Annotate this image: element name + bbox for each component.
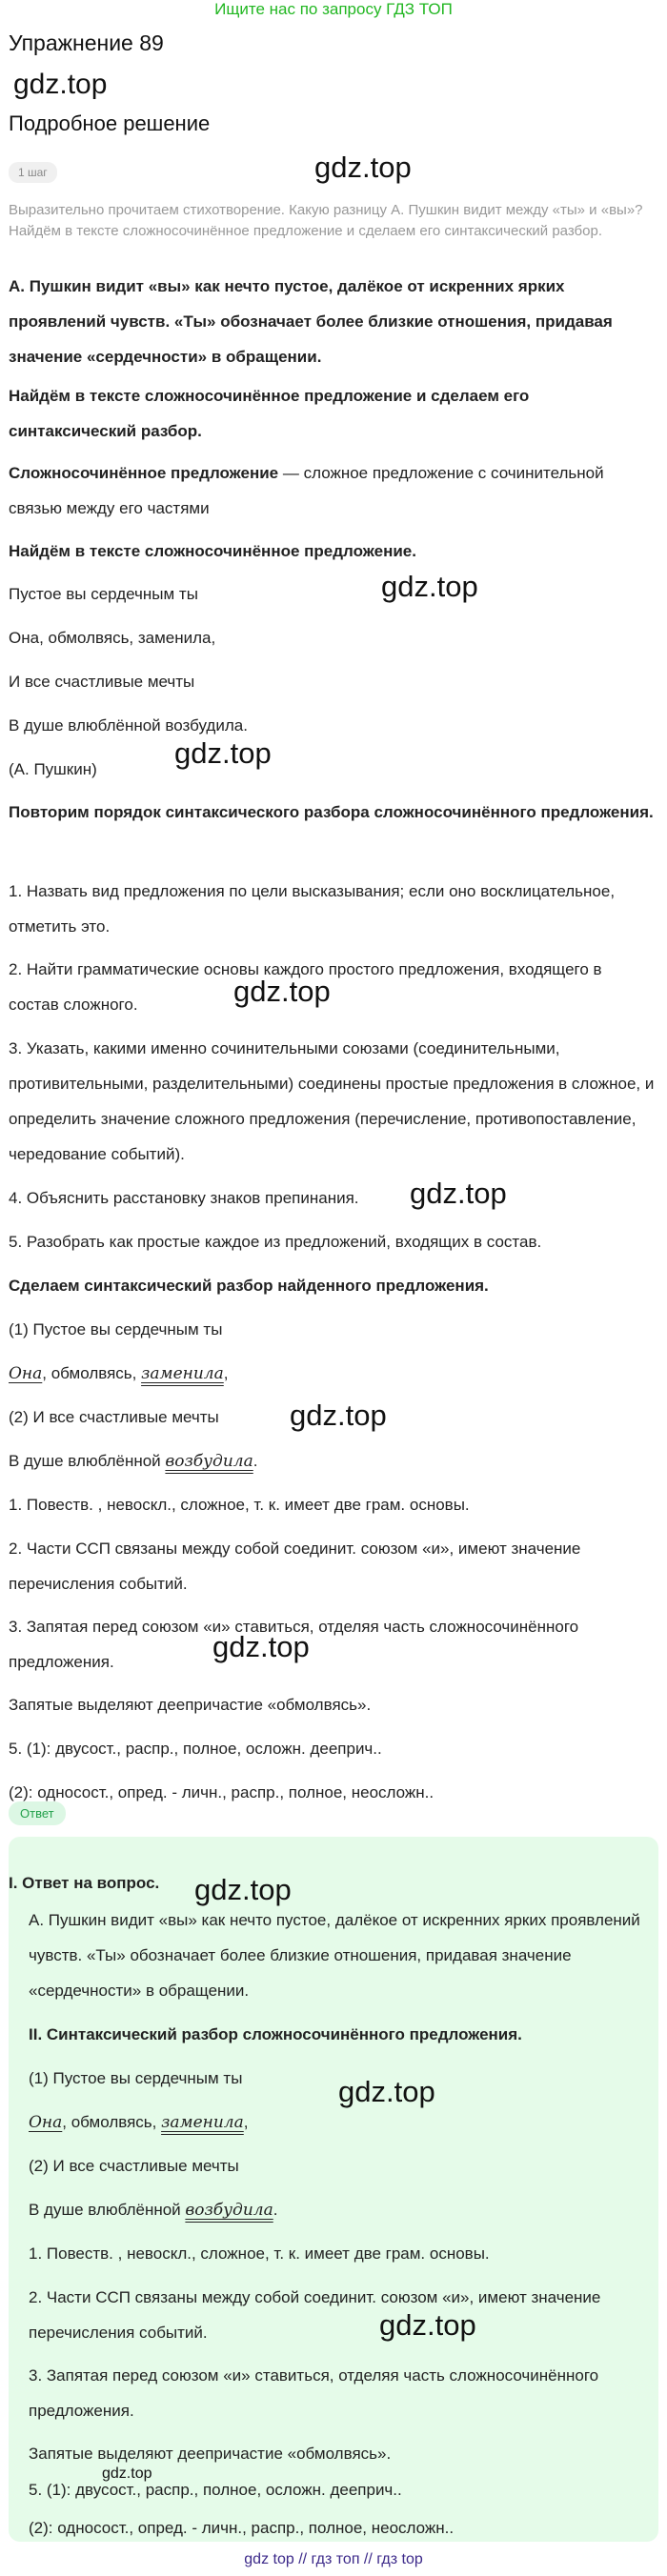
answer-paragraph: А. Пушкин видит «вы» как нечто пустое, далёкое от искренних ярких проявлений чувств. «Ты» обозначает более близкие отношения, придавая значение «сердечности» в обращении. <box>29 1911 640 2000</box>
poem-line: В душе влюблённой возбудила. <box>9 716 248 735</box>
poem-author: (А. Пушкин) <box>9 760 97 778</box>
predicate-underlined: возбудила <box>165 1452 253 1471</box>
sentence-part <box>9 1443 657 1479</box>
order-step: 3. Указать, какими именно сочинительными союзами (соединительными, противительными, разделительными) соединены простые предложения в сложное, и определить значение сложного предложения (перечисление, противопоставление, чередование событий). <box>9 1039 655 1163</box>
parse-result: (2): односост., опред. - личн., распр., полное, неосложн.. <box>29 2519 455 2537</box>
watermark: gdz.top <box>102 2465 152 2482</box>
parse-result: 3. Запятая перед союзом «и» ставиться, отделяя часть сложносочинённого предложения. <box>29 2366 599 2420</box>
sentence-part <box>9 1356 657 1392</box>
watermark: gdz.top <box>381 570 478 603</box>
answer-paragraph: А. Пушкин видит «вы» как нечто пустое, далёкое от искренних ярких проявлений чувств. «Ты» обозначает более близкие отношения, придавая значение «сердечности» в обращении. <box>9 277 613 366</box>
watermark: gdz.top <box>410 1177 507 1210</box>
search-hint-link[interactable]: Ищите нас по запросу ГДЗ ТОП <box>214 0 453 18</box>
poem-line: Она, обмолвясь, заменила, <box>9 629 216 647</box>
parse-result: 2. Части ССП связаны между собой соединит. союзом «и», имеют значение перечисления событий. <box>29 2288 601 2342</box>
answer-heading: I. Ответ на вопрос. <box>9 1874 160 1892</box>
predicate-underlined: заменила <box>161 2113 244 2132</box>
poem-line: Пустое вы сердечным ты <box>9 585 198 603</box>
order-step: 4. Объяснить расстановку знаков препинания. <box>9 1189 359 1207</box>
definition-term: Сложносочинённое предложение <box>9 464 279 482</box>
watermark: gdz.top <box>290 1399 387 1432</box>
sentence-text: , обмолвясь, <box>42 1364 142 1382</box>
predicate-underlined: возбудила <box>185 2201 273 2220</box>
parse-result: 2. Части ССП связаны между собой соединит. союзом «и», имеют значение перечисления событий. <box>9 1540 581 1593</box>
step-badge: 1 шаг <box>9 162 57 183</box>
sentence-text: , <box>223 1364 229 1382</box>
exercise-title: Упражнение 89 <box>9 30 164 55</box>
sentence-text: . <box>273 2201 278 2219</box>
watermark: gdz.top <box>233 975 331 1008</box>
sentence-text: В душе влюблённой <box>9 1452 166 1470</box>
answer-badge: Ответ <box>9 1801 66 1825</box>
watermark: gdz.top <box>212 1630 310 1663</box>
order-step: 1. Назвать вид предложения по цели высказывания; если оно восклицательное, отметить это. <box>9 882 616 936</box>
watermark: gdz.top <box>314 151 412 184</box>
sentence-part: (2) И все счастливые мечты <box>9 1408 219 1426</box>
sentence-part <box>29 2104 648 2141</box>
instruction-paragraph: Найдём в тексте сложносочинённое предложение и сделаем его синтаксический разбор. <box>9 387 530 440</box>
sentence-part: (1) Пустое вы сердечным ты <box>29 2069 243 2087</box>
watermark: gdz.top <box>174 736 272 770</box>
bottom-links[interactable]: gdz top // гдз топ // гдз top <box>244 2551 423 2567</box>
definition-text: — сложное предложение с сочинительной связью между его частями <box>9 464 604 517</box>
order-step: 2. Найти грамматические основы каждого простого предложения, входящего в состав сложного. <box>9 960 602 1014</box>
subject-underlined: Она <box>29 2113 63 2132</box>
poem-line: И все счастливые мечты <box>9 673 195 691</box>
sentence-text: , <box>243 2113 249 2131</box>
solution-title: Подробное решение <box>9 111 211 135</box>
order-step: 5. Разобрать как простые каждое из предложений, входящих в состав. <box>9 1233 542 1251</box>
parse-result: 3. Запятая перед союзом «и» ставиться, отделяя часть сложносочинённого предложения. <box>9 1618 579 1671</box>
sentence-text: В душе влюблённой <box>29 2201 186 2219</box>
subject-underlined: Она <box>9 1364 43 1383</box>
section-heading: Повторим порядок синтаксического разбора сложносочинённого предложения. <box>9 803 654 821</box>
watermark: gdz.top <box>194 1873 292 1906</box>
watermark: gdz.top <box>379 2308 476 2342</box>
parse-result: Запятые выделяют деепричастие «обмолвясь». <box>9 1696 372 1714</box>
parse-result: Запятые выделяют деепричастие «обмолвясь». <box>29 2445 392 2463</box>
parse-result: (2): односост., опред. - личн., распр., полное, неосложн.. <box>9 1783 435 1801</box>
task-description: Выразительно прочитаем стихотворение. Какую разницу А. Пушкин видит между «ты» и «вы»? Найдём в тексте сложносочинённое предложение и сделаем его синтаксический разбор. <box>9 202 643 239</box>
answer-heading: II. Синтаксический разбор сложносочинённого предложения. <box>29 2025 522 2043</box>
parse-result: 5. (1): двусост., распр., полное, осложн. дееприч.. <box>9 1740 382 1758</box>
watermark: gdz.top <box>338 2075 435 2108</box>
instruction-paragraph: Найдём в тексте сложносочинённое предложение. <box>9 542 416 560</box>
definition-paragraph <box>9 455 657 526</box>
predicate-underlined: заменила <box>141 1364 224 1383</box>
sentence-text: , обмолвясь, <box>62 2113 162 2131</box>
sentence-part <box>29 2192 648 2228</box>
site-logo[interactable]: gdz.top <box>13 69 108 100</box>
parse-result: 1. Повеств. , невоскл., сложное, т. к. имеет две грам. основы. <box>9 1496 470 1514</box>
parse-result: 1. Повеств. , невоскл., сложное, т. к. имеет две грам. основы. <box>29 2244 490 2263</box>
sentence-part: (1) Пустое вы сердечным ты <box>9 1320 223 1338</box>
sentence-text: . <box>253 1452 258 1470</box>
section-heading: Сделаем синтаксический разбор найденного предложения. <box>9 1277 489 1295</box>
sentence-part: (2) И все счастливые мечты <box>29 2157 239 2175</box>
parse-result: 5. (1): двусост., распр., полное, осложн. дееприч.. <box>29 2481 402 2499</box>
